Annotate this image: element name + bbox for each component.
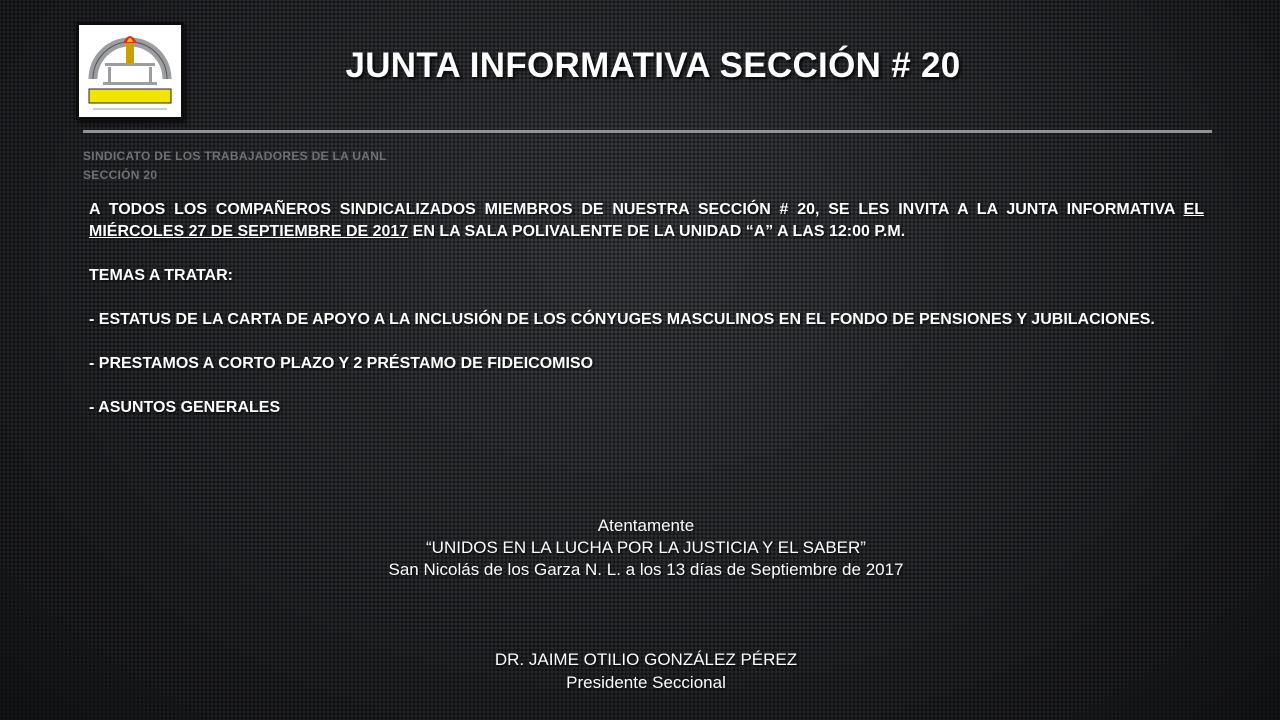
organization-name: SINDICATO DE LOS TRABAJADORES DE LA UANL bbox=[83, 149, 387, 163]
topic-item: - PRESTAMOS A CORTO PLAZO Y 2 PRÉSTAMO DE FIDEICOMISO bbox=[89, 355, 594, 372]
topic-item: - ASUNTOS GENERALES bbox=[89, 399, 281, 416]
closing-place-date: San Nicolás de los Garza N. L. a los 13 días de Septiembre de 2017 bbox=[388, 560, 904, 579]
section-name: SECCIÓN 20 bbox=[83, 168, 158, 182]
topics-heading: TEMAS A TRATAR: bbox=[89, 267, 233, 284]
topic-item: - ESTATUS DE LA CARTA DE APOYO A LA INCLUSIÓN DE LOS CÓNYUGES MASCULINOS EN EL FONDO DE PENSIONES Y JUBILACIONES. bbox=[89, 311, 1155, 328]
signature-block bbox=[0, 648, 1280, 694]
invitation-paragraph bbox=[89, 199, 1204, 243]
announcement-body bbox=[89, 199, 1204, 419]
closing-motto: “UNIDOS EN LA LUCHA POR LA JUSTICIA Y EL SABER” bbox=[426, 538, 866, 557]
signatory-role: Presidente Seccional bbox=[566, 673, 726, 692]
closing-greeting: Atentamente bbox=[597, 516, 695, 535]
signatory-name: DR. JAIME OTILIO GONZÁLEZ PÉREZ bbox=[494, 650, 798, 669]
closing-block bbox=[0, 515, 1280, 581]
divider bbox=[83, 130, 1212, 133]
invitation-location: EN LA SALA POLIVALENTE DE LA UNIDAD “A” A LAS 12:00 P.M. bbox=[408, 223, 906, 240]
invitation-text: A TODOS LOS COMPAÑEROS SINDICALIZADOS MIEMBROS DE NUESTRA SECCIÓN # 20, SE LES INVITA A LA JUNTA INFORMATIVA bbox=[89, 201, 1184, 218]
organization-label bbox=[83, 147, 387, 185]
page-title: JUNTA INFORMATIVA SECCIÓN # 20 bbox=[345, 46, 961, 85]
meeting-date: EL MIÉRCOLES 27 DE SEPTIEMBRE DE 2017 bbox=[89, 201, 1204, 240]
